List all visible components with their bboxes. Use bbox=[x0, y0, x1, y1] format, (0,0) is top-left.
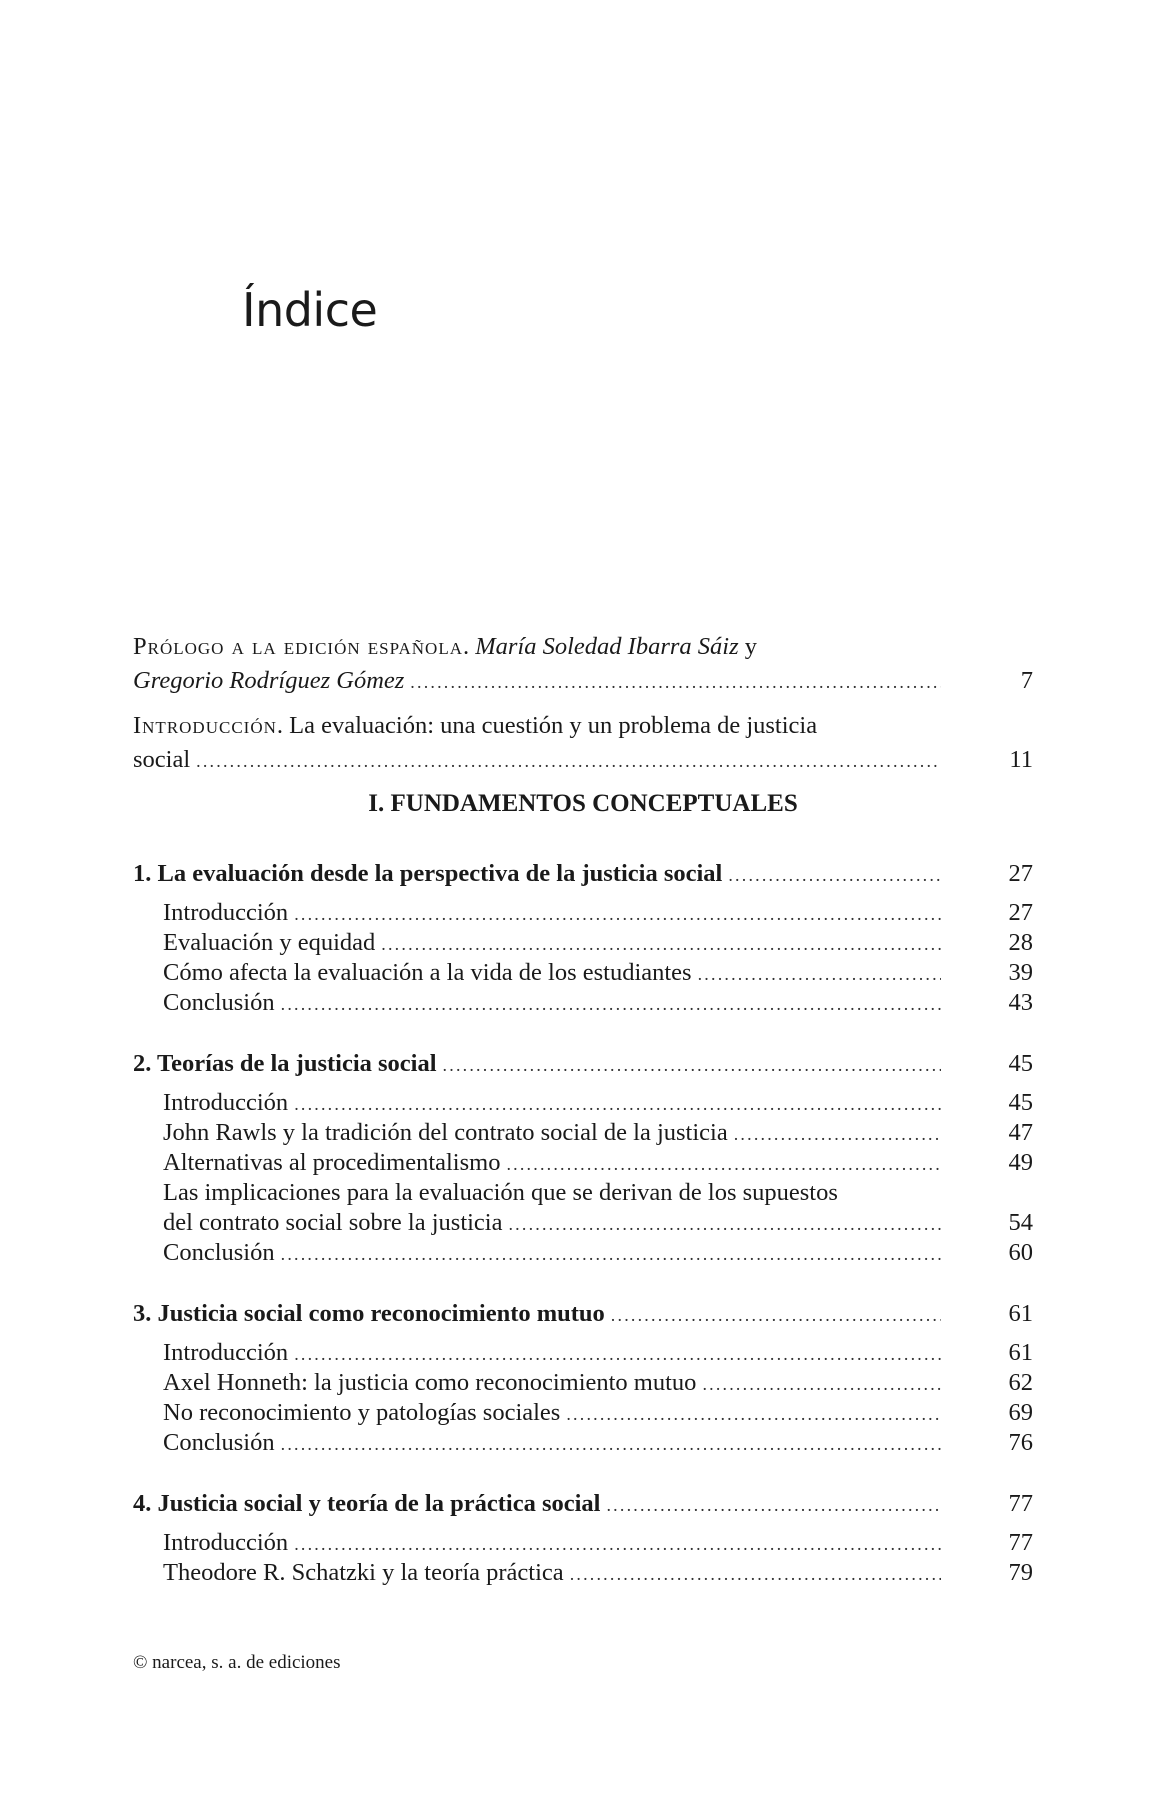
leader-dots bbox=[443, 1055, 941, 1076]
leader-dots bbox=[294, 1534, 941, 1555]
page-number: 7 bbox=[1020, 667, 1033, 694]
page-number: 62 bbox=[1008, 1369, 1033, 1396]
toc-label: Introducción bbox=[133, 712, 277, 739]
page-number: 39 bbox=[1008, 959, 1033, 986]
toc-section[interactable]: Conclusión ..... 76 bbox=[163, 1429, 1033, 1459]
leader-dots bbox=[506, 1154, 941, 1175]
toc-entry-prologo[interactable] bbox=[133, 667, 1033, 697]
chapter-title: 3. Justicia social como reconocimiento mutuo bbox=[133, 1300, 605, 1327]
page-number: 79 bbox=[1008, 1559, 1033, 1586]
page-number: 60 bbox=[1008, 1239, 1033, 1266]
toc-chapter[interactable] bbox=[133, 860, 1033, 890]
page-number: 27 bbox=[1008, 899, 1033, 926]
toc-section[interactable]: Cómo afecta la evaluación a la vida de los estudiantes ..... 39 bbox=[163, 959, 1033, 989]
toc-entry-intro-line1[interactable]: Introducción. La evaluación: una cuestión y un problema de justicia bbox=[133, 712, 818, 739]
page-number: 45 bbox=[1008, 1089, 1033, 1116]
leader-dots bbox=[702, 1374, 941, 1395]
page-number: 27 bbox=[1008, 860, 1033, 887]
toc-author: Gregorio Rodríguez Gómez bbox=[133, 667, 405, 694]
toc-section[interactable]: Introducción ..... 61 bbox=[163, 1339, 1033, 1369]
toc-chapter[interactable] bbox=[133, 1490, 1033, 1520]
toc-section[interactable]: Introducción ..... 77 bbox=[163, 1529, 1033, 1559]
leader-dots bbox=[281, 1244, 941, 1265]
toc-entry-intro[interactable]: social ..... 11 bbox=[133, 746, 1033, 776]
page-number: 28 bbox=[1008, 929, 1033, 956]
toc-section-line1[interactable]: Las implicaciones para la evaluación que se derivan de los supuestos bbox=[163, 1179, 838, 1206]
toc-section[interactable]: Conclusión ..... 43 bbox=[163, 989, 1033, 1019]
leader-dots bbox=[734, 1124, 941, 1145]
toc-chapter[interactable] bbox=[133, 1050, 1033, 1080]
toc-section[interactable]: Evaluación y equidad ..... 28 bbox=[163, 929, 1033, 959]
toc-author: María Soledad Ibarra Sáiz bbox=[475, 633, 739, 660]
toc-section[interactable]: Introducción ..... 45 bbox=[163, 1089, 1033, 1119]
toc-entry-prologo-line1[interactable]: Prólogo a la edición española. María Soledad Ibarra Sáiz y bbox=[133, 633, 757, 660]
page-number: 47 bbox=[1008, 1119, 1033, 1146]
leader-dots bbox=[281, 1434, 941, 1455]
toc-section[interactable]: del contrato social sobre la justicia ..... 54 bbox=[163, 1209, 1033, 1239]
toc-section[interactable]: Introducción ..... 27 bbox=[163, 899, 1033, 929]
toc-section[interactable]: Axel Honneth: la justicia como reconocimiento mutuo ..... 62 bbox=[163, 1369, 1033, 1399]
toc-label: Prólogo a la edición española bbox=[133, 633, 463, 660]
page-number: 43 bbox=[1008, 989, 1033, 1016]
leader-dots bbox=[381, 934, 941, 955]
leader-dots bbox=[606, 1495, 941, 1516]
toc-chapter[interactable] bbox=[133, 1300, 1033, 1330]
toc-section[interactable]: Conclusión ..... 60 bbox=[163, 1239, 1033, 1269]
page-number: 11 bbox=[1009, 746, 1033, 773]
page-number: 45 bbox=[1008, 1050, 1033, 1077]
leader-dots bbox=[196, 751, 941, 772]
copyright-footer: © narcea, s. a. de ediciones bbox=[133, 1652, 341, 1673]
page-number: 77 bbox=[1008, 1490, 1033, 1517]
toc-section[interactable]: Alternativas al procedimentalismo ..... 49 bbox=[163, 1149, 1033, 1179]
page-title: Índice bbox=[242, 283, 378, 337]
leader-dots bbox=[294, 1344, 941, 1365]
toc-section[interactable]: Theodore R. Schatzki y la teoría práctica ..... 79 bbox=[163, 1559, 1033, 1589]
part-heading: I. FUNDAMENTOS CONCEPTUALES bbox=[368, 790, 798, 817]
leader-dots bbox=[294, 904, 941, 925]
page-number: 49 bbox=[1008, 1149, 1033, 1176]
page-number: 69 bbox=[1008, 1399, 1033, 1426]
leader-dots bbox=[294, 1094, 941, 1115]
toc-section[interactable]: John Rawls y la tradición del contrato social de la justicia ..... 47 bbox=[163, 1119, 1033, 1149]
toc-section[interactable]: No reconocimiento y patologías sociales ..... 69 bbox=[163, 1399, 1033, 1429]
leader-dots bbox=[410, 672, 941, 693]
chapter-title: 1. La evaluación desde la perspectiva de la justicia social bbox=[133, 860, 723, 887]
page-number: 54 bbox=[1008, 1209, 1033, 1236]
leader-dots bbox=[508, 1214, 941, 1235]
chapter-title: 2. Teorías de la justicia social bbox=[133, 1050, 437, 1077]
page-number: 76 bbox=[1008, 1429, 1033, 1456]
leader-dots bbox=[611, 1305, 941, 1326]
leader-dots bbox=[728, 865, 941, 886]
chapter-title: 4. Justicia social y teoría de la práctica social bbox=[133, 1490, 601, 1517]
leader-dots bbox=[698, 964, 941, 985]
leader-dots bbox=[570, 1564, 941, 1585]
page-number: 61 bbox=[1008, 1300, 1033, 1327]
page-number: 61 bbox=[1008, 1339, 1033, 1366]
page-number: 77 bbox=[1008, 1529, 1033, 1556]
leader-dots bbox=[281, 994, 941, 1015]
leader-dots bbox=[566, 1404, 941, 1425]
